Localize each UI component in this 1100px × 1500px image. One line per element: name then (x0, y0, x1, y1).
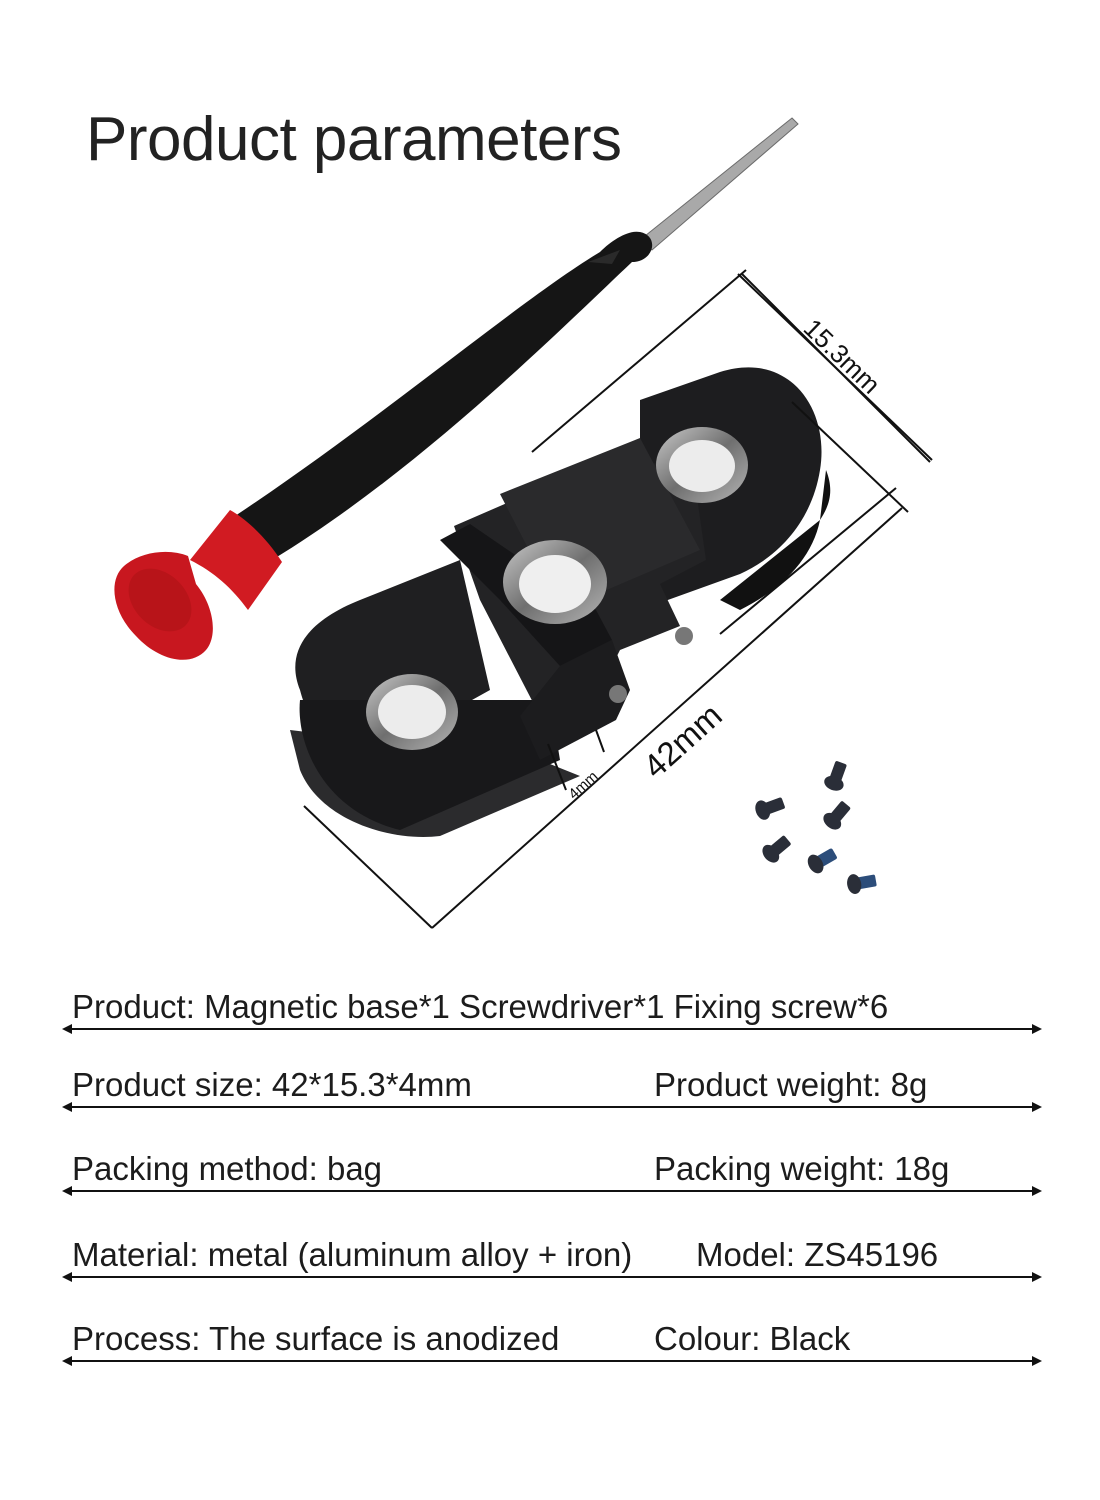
width-dimension-label: 15.3mm (797, 312, 887, 400)
spec-row-size (64, 1038, 1040, 1108)
spec-row-packing (64, 1122, 1040, 1192)
row-divider (64, 1360, 1040, 1362)
thickness-dimension-label: 4mm (565, 768, 602, 803)
spec-row-process (64, 1292, 1040, 1362)
screws-illustration (753, 759, 878, 895)
spec-product-size: Product size: 42*15.3*4mm (72, 1066, 472, 1103)
row-divider (64, 1276, 1040, 1278)
spec-row-product (64, 960, 1040, 1030)
spec-colour: Colour: Black (654, 1320, 851, 1357)
page-title: Product parameters (86, 105, 622, 174)
row-divider (64, 1106, 1040, 1108)
spec-packing-weight: Packing weight: 18g (654, 1150, 950, 1187)
spec-process: Process: The surface is anodized (72, 1320, 560, 1357)
spec-packing-method: Packing method: bag (72, 1150, 383, 1187)
spec-product-contents: Product: Magnetic base*1 Screwdriver*1 Fixing screw*6 (72, 988, 889, 1025)
spec-model: Model: ZS45196 (696, 1236, 939, 1273)
length-dimension-label: 42mm (635, 696, 729, 786)
spec-material: Material: metal (aluminum alloy + iron) (72, 1236, 633, 1273)
spec-row-material (64, 1208, 1040, 1278)
row-divider (64, 1190, 1040, 1192)
spec-product-weight: Product weight: 8g (654, 1066, 928, 1103)
row-divider (64, 1028, 1040, 1030)
